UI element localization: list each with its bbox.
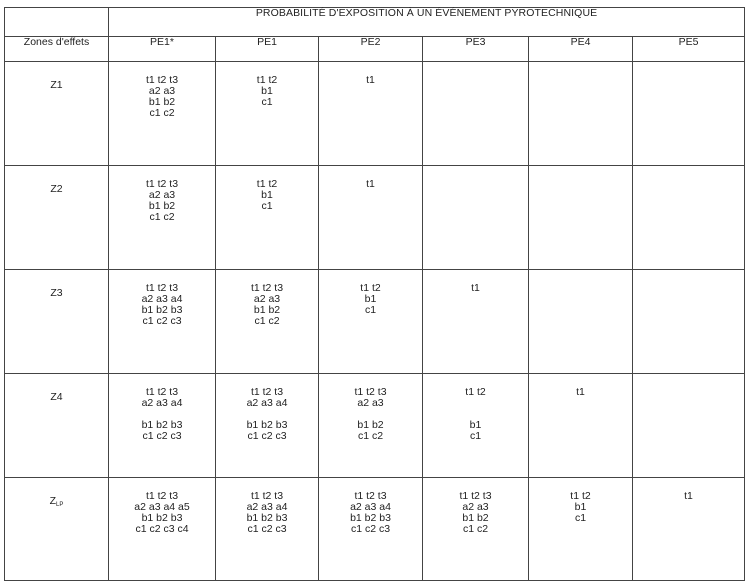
cell-line: c1 (261, 96, 273, 108)
table-cell (216, 270, 319, 374)
table-cell (423, 374, 529, 478)
cell-line: t1 t2 t3 (145, 178, 179, 190)
cell-line: b1 b2 (148, 96, 176, 108)
table-cell (633, 270, 745, 374)
corner-cell (5, 8, 109, 37)
cell-line: b1 b2 b3 (141, 304, 183, 316)
table-cell (216, 166, 319, 270)
table-cell (216, 374, 319, 478)
zone-label (5, 374, 109, 478)
zone-name: Z3 (50, 287, 63, 299)
cell-line: a2 a3 a4 (246, 397, 288, 409)
table-cell (633, 374, 745, 478)
cell-line: c1 (469, 430, 482, 442)
cell-line: t1 (366, 74, 375, 86)
cell-line: a2 a3 a4 (141, 293, 183, 305)
cell-line: b1 (364, 293, 377, 305)
cell-line: t1 (684, 490, 693, 502)
cell-line: a2 a3 (253, 293, 281, 305)
cell-line: c1 c2 (149, 211, 175, 223)
cell-line: c1 c2 c3 c4 (135, 523, 189, 535)
table-cell (529, 166, 633, 270)
zone-label (5, 478, 109, 581)
cell-line: t1 t2 t3 (145, 282, 179, 294)
cell-line: t1 t2 t3 (145, 74, 179, 86)
cell-line: b1 b2 b3 (141, 419, 183, 431)
cell-line: a2 a3 a4 a5 (134, 501, 190, 513)
cell-line: a2 a3 (462, 501, 489, 513)
zone-label (5, 270, 109, 374)
table-cell (423, 62, 529, 166)
table-cell (633, 166, 745, 270)
zone-subscript: LP (56, 502, 64, 508)
table-title: PROBABILITÉ D'EXPOSITION À UN ÉVÉNEMENT PYROTECHNIQUE (109, 8, 745, 37)
table-cell (109, 374, 216, 478)
cell-line: b1 (574, 501, 587, 513)
table-row (5, 374, 745, 478)
cell-line: c1 (574, 512, 587, 524)
table-cell (319, 62, 423, 166)
zone-label (5, 166, 109, 270)
table-row (5, 166, 745, 270)
table-cell (423, 166, 529, 270)
cell-line: b1 b2 (462, 512, 489, 524)
column-header-pe3: PE3 (423, 37, 529, 62)
table-row (5, 270, 745, 374)
cell-line: c1 (261, 200, 273, 212)
table-cell (319, 374, 423, 478)
cell-line: t1 t2 t3 (250, 386, 284, 398)
zone-label (5, 62, 109, 166)
cell-line: a2 a3 a4 (350, 501, 391, 513)
table-cell (319, 478, 423, 581)
cell-line: c1 c2 c3 (247, 523, 287, 535)
cell-line: c1 c2 c3 (350, 523, 391, 535)
cell-line: c1 c2 c3 (142, 430, 182, 442)
cell-line: c1 c2 c3 (142, 315, 182, 327)
cell-line: b1 b2 b3 (141, 512, 183, 524)
zone-name: Z4 (50, 391, 63, 403)
table-cell (529, 374, 633, 478)
cell-line: t1 t2 (465, 386, 486, 398)
cell-line: b1 (469, 419, 482, 431)
table-cell (529, 478, 633, 581)
cell-line: t1 (576, 386, 585, 398)
cell-line: b1 (261, 189, 273, 201)
cell-line: t1 t2 (360, 282, 381, 294)
cell-line: t1 t2 (570, 490, 591, 502)
column-header-pe4: PE4 (529, 37, 633, 62)
cell-line: t1 t2 (256, 74, 278, 86)
zones-header: Zones d'effets (5, 37, 109, 62)
cell-line: b1 b2 b3 (246, 512, 288, 524)
table-cell (319, 270, 423, 374)
cell-line: b1 b2 b3 (246, 419, 288, 431)
table-cell (529, 62, 633, 166)
cell-line: a2 a3 a4 (246, 501, 288, 513)
cell-line (423, 398, 528, 409)
table-cell (319, 166, 423, 270)
cell-line: c1 c2 (149, 107, 175, 119)
cell-line: c1 c2 (357, 430, 384, 442)
cell-line: a2 a3 a4 (141, 397, 183, 409)
cell-line: t1 t2 t3 (145, 386, 179, 398)
cell-line: c1 c2 (254, 315, 280, 327)
cell-line: t1 (471, 282, 480, 294)
cell-line: t1 t2 t3 (145, 490, 179, 502)
cell-line: c1 (364, 304, 377, 316)
table-cell (216, 62, 319, 166)
cell-line: b1 b2 (148, 200, 176, 212)
cell-line: t1 t2 (256, 178, 278, 190)
cell-line: c1 c2 c3 (247, 430, 287, 442)
cell-line: t1 t2 t3 (354, 386, 387, 398)
column-header-pe1: PE1 (216, 37, 319, 62)
table-cell (109, 478, 216, 581)
zone-rows (5, 62, 745, 581)
table-row (5, 478, 745, 581)
cell-line: t1 t2 t3 (250, 282, 284, 294)
cell-line: t1 t2 t3 (250, 490, 284, 502)
table-cell (633, 62, 745, 166)
cell-line: t1 t2 t3 (459, 490, 492, 502)
table-cell (109, 166, 216, 270)
pyrotechnic-exposure-table (4, 7, 745, 581)
cell-line: c1 c2 (462, 523, 489, 535)
cell-line: b1 b2 b3 (350, 512, 391, 524)
cell-line: t1 (366, 178, 375, 190)
table-cell (216, 478, 319, 581)
table-cell (423, 270, 529, 374)
cell-line: a2 a3 (148, 189, 176, 201)
table-cell (633, 478, 745, 581)
table-cell (423, 478, 529, 581)
column-header-pe1-star: PE1* (109, 37, 216, 62)
cell-line: a2 a3 (357, 397, 384, 409)
table-cell (109, 270, 216, 374)
column-header-pe5: PE5 (633, 37, 745, 62)
zone-name: Z2 (50, 183, 63, 195)
zone-name: Z (49, 495, 57, 507)
table-row (5, 62, 745, 166)
cell-line: b1 b2 (253, 304, 281, 316)
cell-line: a2 a3 (148, 85, 176, 97)
column-header-pe2: PE2 (319, 37, 423, 62)
cell-line: t1 t2 t3 (354, 490, 387, 502)
zone-name: Z1 (50, 79, 63, 91)
cell-line: b1 (261, 85, 273, 97)
table-cell (109, 62, 216, 166)
cell-line: b1 b2 (357, 419, 384, 431)
table-cell (529, 270, 633, 374)
